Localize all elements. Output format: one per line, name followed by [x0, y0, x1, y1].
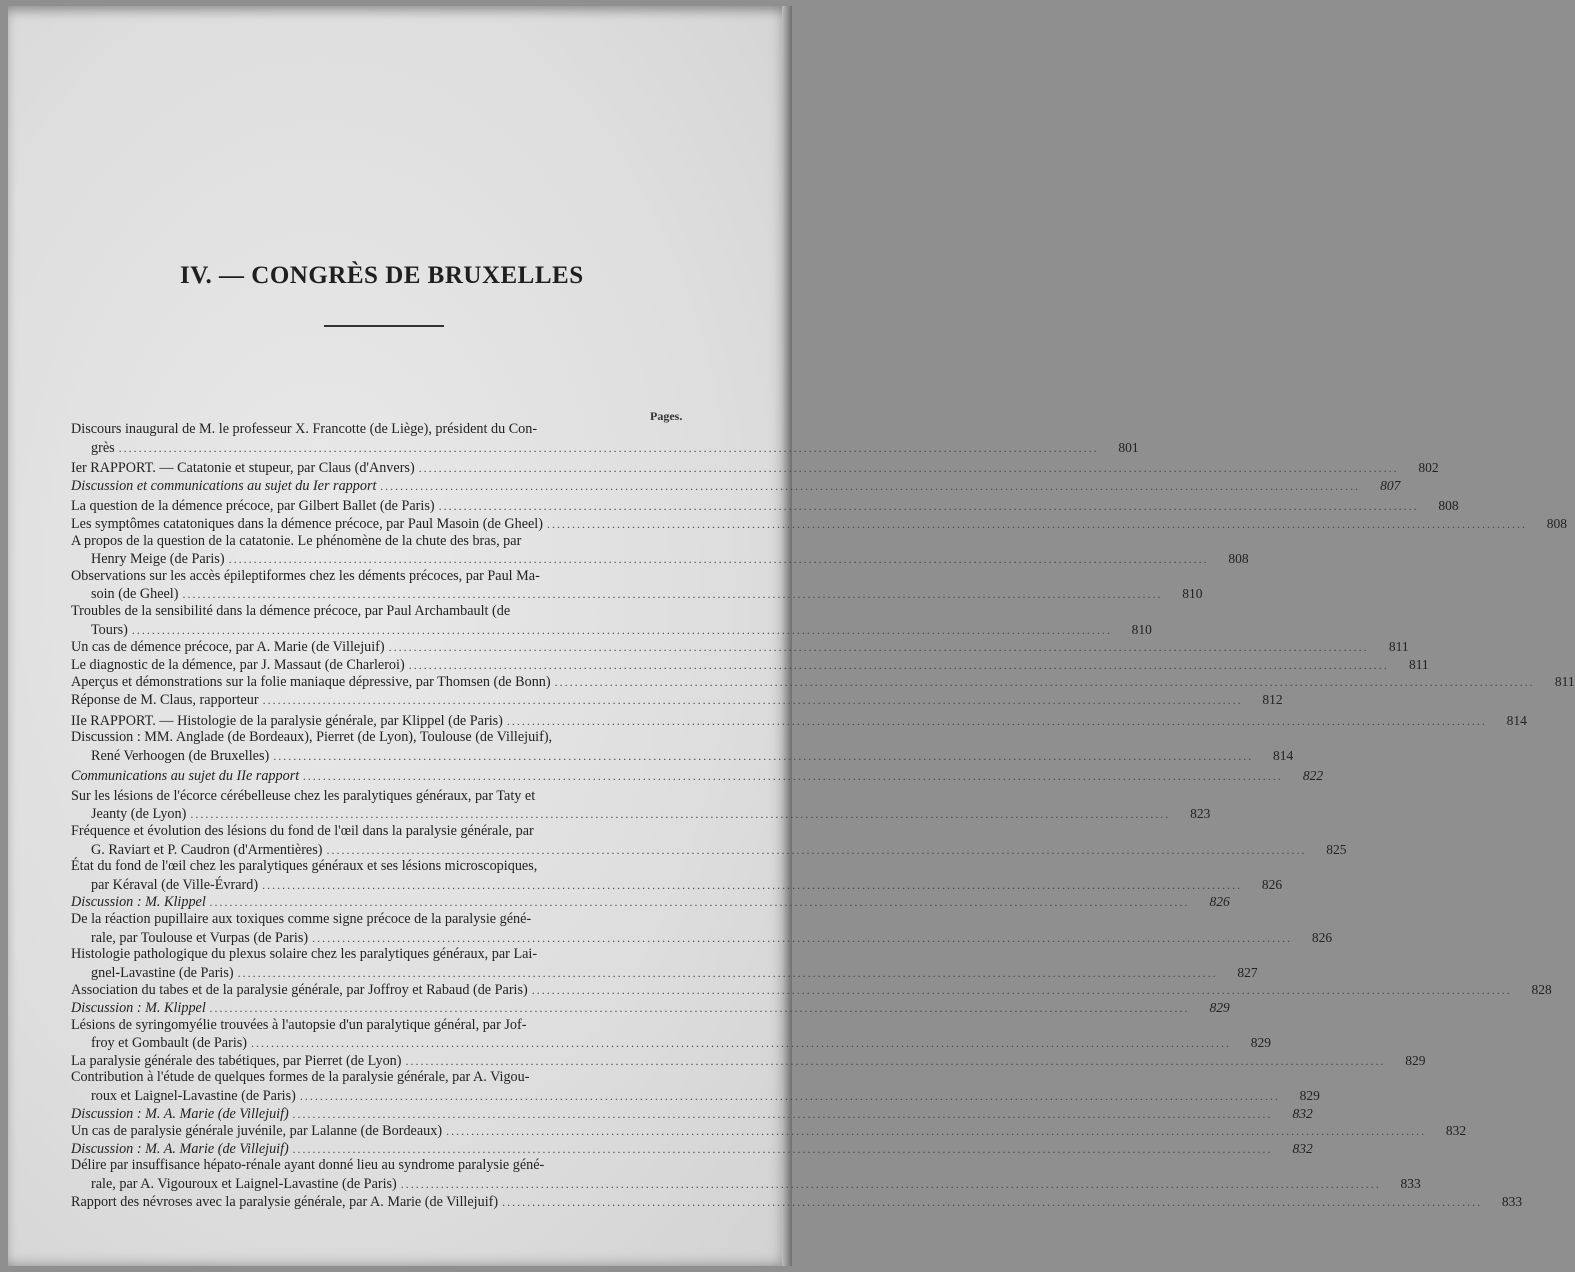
- toc-line: [71, 964, 1258, 982]
- toc-line: [71, 823, 688, 841]
- toc-line: [71, 805, 1211, 823]
- table-of-contents: [71, 421, 1575, 1210]
- toc-page-number: 814: [1506, 712, 1527, 728]
- leader-dots: [263, 692, 1243, 710]
- leader-dots: [210, 894, 1190, 912]
- toc-entry-text: Les symptômes catatoniques dans la démence précoce, par Paul Masoin (de Gheel): [71, 515, 543, 532]
- toc-page-number: 832: [1292, 1105, 1313, 1121]
- toc-line: [71, 981, 1552, 999]
- toc-page-number: 808: [1546, 515, 1567, 531]
- toc-entry-text: Sur les lésions de l'écorce cérébelleuse chez les paralytiques généraux, par Taty et: [71, 787, 536, 804]
- toc-page-number: 829: [1209, 1000, 1230, 1015]
- toc-page-number: 814: [1272, 747, 1294, 763]
- toc-line: [71, 673, 1575, 691]
- toc-entry-text: Jeanty (de Lyon): [91, 806, 187, 823]
- toc-page-number: 811: [1554, 674, 1575, 690]
- toc-line: [71, 603, 688, 621]
- toc-page-number: 826: [1209, 894, 1230, 910]
- toc-line: [71, 946, 688, 964]
- toc-line: [71, 1034, 1272, 1052]
- toc-line: [71, 497, 1459, 515]
- toc-line: [71, 585, 1203, 603]
- toc-entry-text: De la réaction pupillaire aux toxiques comme signe précoce de la paralysie géné-: [71, 911, 532, 928]
- toc-entry-text: La question de la démence précoce, par Gilbert Ballet (de Paris): [71, 498, 435, 515]
- toc-page-number: 822: [1302, 768, 1324, 784]
- toc-entry-text: G. Raviart et P. Caudron (d'Armentières): [91, 841, 323, 858]
- toc-page-number: 811: [1408, 656, 1429, 672]
- toc-line: [71, 1175, 1421, 1193]
- leader-dots: [401, 1176, 1381, 1194]
- leader-dots: [132, 622, 1112, 640]
- toc-page-number: 829: [1405, 1052, 1426, 1068]
- toc-line: [71, 656, 1429, 674]
- toc-line: [71, 621, 1152, 639]
- toc-line: [71, 1087, 1320, 1105]
- toc-line: [71, 515, 1567, 533]
- toc-line: [71, 691, 1283, 709]
- toc-line: [71, 911, 688, 929]
- toc-line: [71, 1052, 1426, 1070]
- toc-entry-text: roux et Laignel-Lavastine (de Paris): [91, 1087, 296, 1104]
- toc-line: [71, 568, 688, 586]
- leader-dots: [119, 440, 1099, 458]
- leader-dots: [446, 1123, 1426, 1141]
- toc-line: [71, 788, 688, 806]
- leader-dots: [190, 806, 1170, 824]
- leader-dots: [293, 1141, 1273, 1159]
- toc-line: [71, 1105, 1313, 1123]
- leader-dots: [293, 1106, 1273, 1124]
- toc-page-number: 825: [1326, 841, 1347, 857]
- toc-entry-text: Discussion : M. Klippel: [71, 1000, 206, 1016]
- leader-dots: [439, 498, 1419, 516]
- leader-dots: [262, 877, 1242, 895]
- leader-dots: [210, 1000, 1190, 1018]
- toc-entry-text: Discussion : M. A. Marie (de Villejuif): [71, 1140, 289, 1157]
- toc-page-number: 812: [1262, 691, 1283, 707]
- leader-dots: [555, 674, 1535, 692]
- toc-page-number: 807: [1380, 477, 1401, 493]
- toc-line: [71, 841, 1347, 859]
- toc-entry-text: Contribution à l'étude de quelques formes de la paralysie générale, par A. Vigou-: [71, 1069, 530, 1086]
- toc-line: [71, 421, 688, 439]
- leader-dots: [326, 842, 1306, 860]
- toc-line: [71, 1140, 1313, 1158]
- toc-entry-text: René Verhoogen (de Bruxelles): [91, 747, 270, 764]
- toc-line: [71, 638, 1409, 656]
- toc-entry-text: Troubles de la sensibilité dans la démence précoce, par Paul Archambault (de: [71, 602, 511, 619]
- toc-entry-text: froy et Gombault (de Paris): [91, 1035, 248, 1052]
- toc-entry-text: A propos de la question de la catatonie. Le phénomène de la chute des bras, par: [71, 532, 522, 549]
- leader-dots: [303, 768, 1283, 786]
- toc-page-number: 810: [1131, 621, 1152, 637]
- toc-entry-text: Aperçus et démonstrations sur la folie maniaque dépressive, par Thomsen (de Bonn): [71, 674, 551, 691]
- toc-entry-text: Observations sur les accès épileptiformes chez les déments précoces, par Paul Ma-: [71, 567, 540, 584]
- toc-entry-text: Discours inaugural de M. le professeur X. Francotte (de Liège), président du Con-: [71, 421, 538, 437]
- toc-page-number: 810: [1182, 586, 1203, 602]
- toc-entry-text: Lésions de syringomyélie trouvées à l'autopsie d'un paralytique général, par Jof-: [71, 1016, 527, 1033]
- leader-dots: [229, 551, 1209, 569]
- toc-entry-text: gnel-Lavastine (de Paris): [91, 964, 234, 981]
- toc-entry-text: Ier RAPPORT. — Catatonie et stupeur, par Claus (d'Anvers): [71, 460, 415, 477]
- toc-entry-text: rale, par Toulouse et Vurpas (de Paris): [91, 929, 309, 946]
- toc-line: [71, 893, 1230, 911]
- toc-page-number: 829: [1250, 1035, 1272, 1051]
- toc-entry-text: Un cas de paralysie générale juvénile, par Lalanne (de Bordeaux): [71, 1123, 443, 1140]
- toc-entry-text: Discussion : M. Klippel: [71, 894, 206, 911]
- toc-line: [71, 1193, 1523, 1211]
- leader-dots: [300, 1088, 1280, 1106]
- toc-entry-text: Association du tabes et de la paralysie générale, par Joffroy et Rabaud (de Paris): [71, 982, 528, 999]
- toc-line: [71, 1017, 688, 1035]
- leader-dots: [419, 460, 1399, 478]
- toc-entry-text: Fréquence et évolution des lésions du fond de l'œil dans la paralysie générale, par: [71, 823, 534, 840]
- section-heading: IV. — CONGRÈS DE BRUXELLES: [180, 262, 584, 289]
- toc-line: [71, 477, 1401, 495]
- toc-page-number: 827: [1237, 964, 1258, 980]
- toc-page-number: 833: [1501, 1193, 1523, 1209]
- toc-entry-text: par Kéraval (de Ville-Évrard): [91, 876, 259, 893]
- heading-rule: [324, 325, 444, 327]
- toc-entry-text: Histologie pathologique du plexus solaire chez les paralytiques généraux, par Lai-: [71, 946, 538, 963]
- toc-entry-text: Discussion : MM. Anglade (de Bordeaux), Pierret (de Lyon), Toulouse (de Villejuif),: [71, 729, 553, 746]
- toc-page-number: 823: [1190, 806, 1211, 822]
- toc-page-number: 829: [1299, 1087, 1320, 1103]
- leader-dots: [547, 516, 1527, 534]
- toc-entry-text: Le diagnostic de la démence, par J. Massaut (de Charleroi): [71, 656, 405, 673]
- toc-entry-text: IIe RAPPORT. — Histologie de la paralysie générale, par Klippel (de Paris): [71, 712, 503, 729]
- toc-line: [71, 1122, 1467, 1140]
- leader-dots: [380, 478, 1360, 496]
- toc-page-number: 826: [1311, 929, 1333, 945]
- toc-entry-text: Henry Meige (de Paris): [91, 551, 225, 568]
- toc-page-number: 811: [1388, 639, 1409, 655]
- toc-line: [71, 999, 1230, 1017]
- toc-page-number: 826: [1261, 876, 1283, 892]
- leader-dots: [312, 930, 1292, 948]
- toc-entry-text: Discussion et communications au sujet du Ier rapport: [71, 477, 377, 494]
- toc-line: [71, 858, 688, 876]
- toc-line: [71, 876, 1283, 894]
- toc-line: [71, 929, 1333, 947]
- toc-line: [71, 439, 1139, 457]
- toc-line: [71, 767, 1324, 785]
- toc-page-number: 802: [1418, 460, 1439, 476]
- toc-entry-text: Discussion : M. A. Marie (de Villejuif): [71, 1105, 289, 1122]
- toc-entry-text: La paralysie générale des tabétiques, par Pierret (de Lyon): [71, 1052, 402, 1069]
- leader-dots: [273, 748, 1253, 766]
- toc-entry-text: Rapport des névroses avec la paralysie générale, par A. Marie (de Villejuif): [71, 1193, 499, 1210]
- toc-page-number: 832: [1292, 1140, 1313, 1156]
- toc-entry-text: Un cas de démence précoce, par A. Marie (de Villejuif): [71, 639, 385, 656]
- toc-line: [71, 533, 688, 551]
- leader-dots: [502, 1194, 1482, 1212]
- leader-dots: [389, 639, 1369, 657]
- toc-entry-text: Délire par insuffisance hépato-rénale ayant donné lieu au syndrome paralysie géné-: [71, 1157, 545, 1174]
- toc-page-number: 832: [1445, 1123, 1467, 1139]
- toc-page-number: 801: [1118, 439, 1139, 455]
- leader-dots: [238, 965, 1218, 983]
- toc-entry-text: Réponse de M. Claus, rapporteur: [71, 691, 259, 708]
- leader-dots: [507, 713, 1487, 731]
- toc-entry-text: État du fond de l'œil chez les paralytiques généraux et ses lésions microscopiques,: [71, 858, 538, 875]
- toc-entry-text: Tours): [91, 621, 128, 638]
- toc-entry-text: Communications au sujet du IIe rapport: [71, 768, 300, 785]
- toc-line: [71, 1157, 688, 1175]
- toc-entry-text: rale, par A. Vigouroux et Laignel-Lavastine (de Paris): [91, 1175, 397, 1192]
- leader-dots: [532, 982, 1512, 1000]
- leader-dots: [251, 1035, 1231, 1053]
- toc-entry-text: grès: [91, 439, 115, 456]
- leader-dots: [182, 586, 1162, 604]
- toc-page-number: 808: [1438, 498, 1459, 514]
- toc-line: [71, 729, 688, 747]
- leader-dots: [406, 1053, 1386, 1071]
- toc-page-number: 833: [1400, 1175, 1421, 1191]
- leader-dots: [409, 657, 1389, 675]
- toc-line: [71, 747, 1294, 765]
- toc-line: [71, 1069, 688, 1087]
- toc-line: [71, 550, 1249, 568]
- document-page: [8, 6, 1575, 1266]
- toc-entry-text: soin (de Gheel): [91, 586, 179, 603]
- pages-column-label: Pages.: [650, 409, 683, 423]
- toc-page-number: 828: [1531, 982, 1552, 998]
- toc-line: [71, 712, 1527, 730]
- toc-page-number: 808: [1228, 551, 1249, 567]
- toc-line: [71, 459, 1439, 477]
